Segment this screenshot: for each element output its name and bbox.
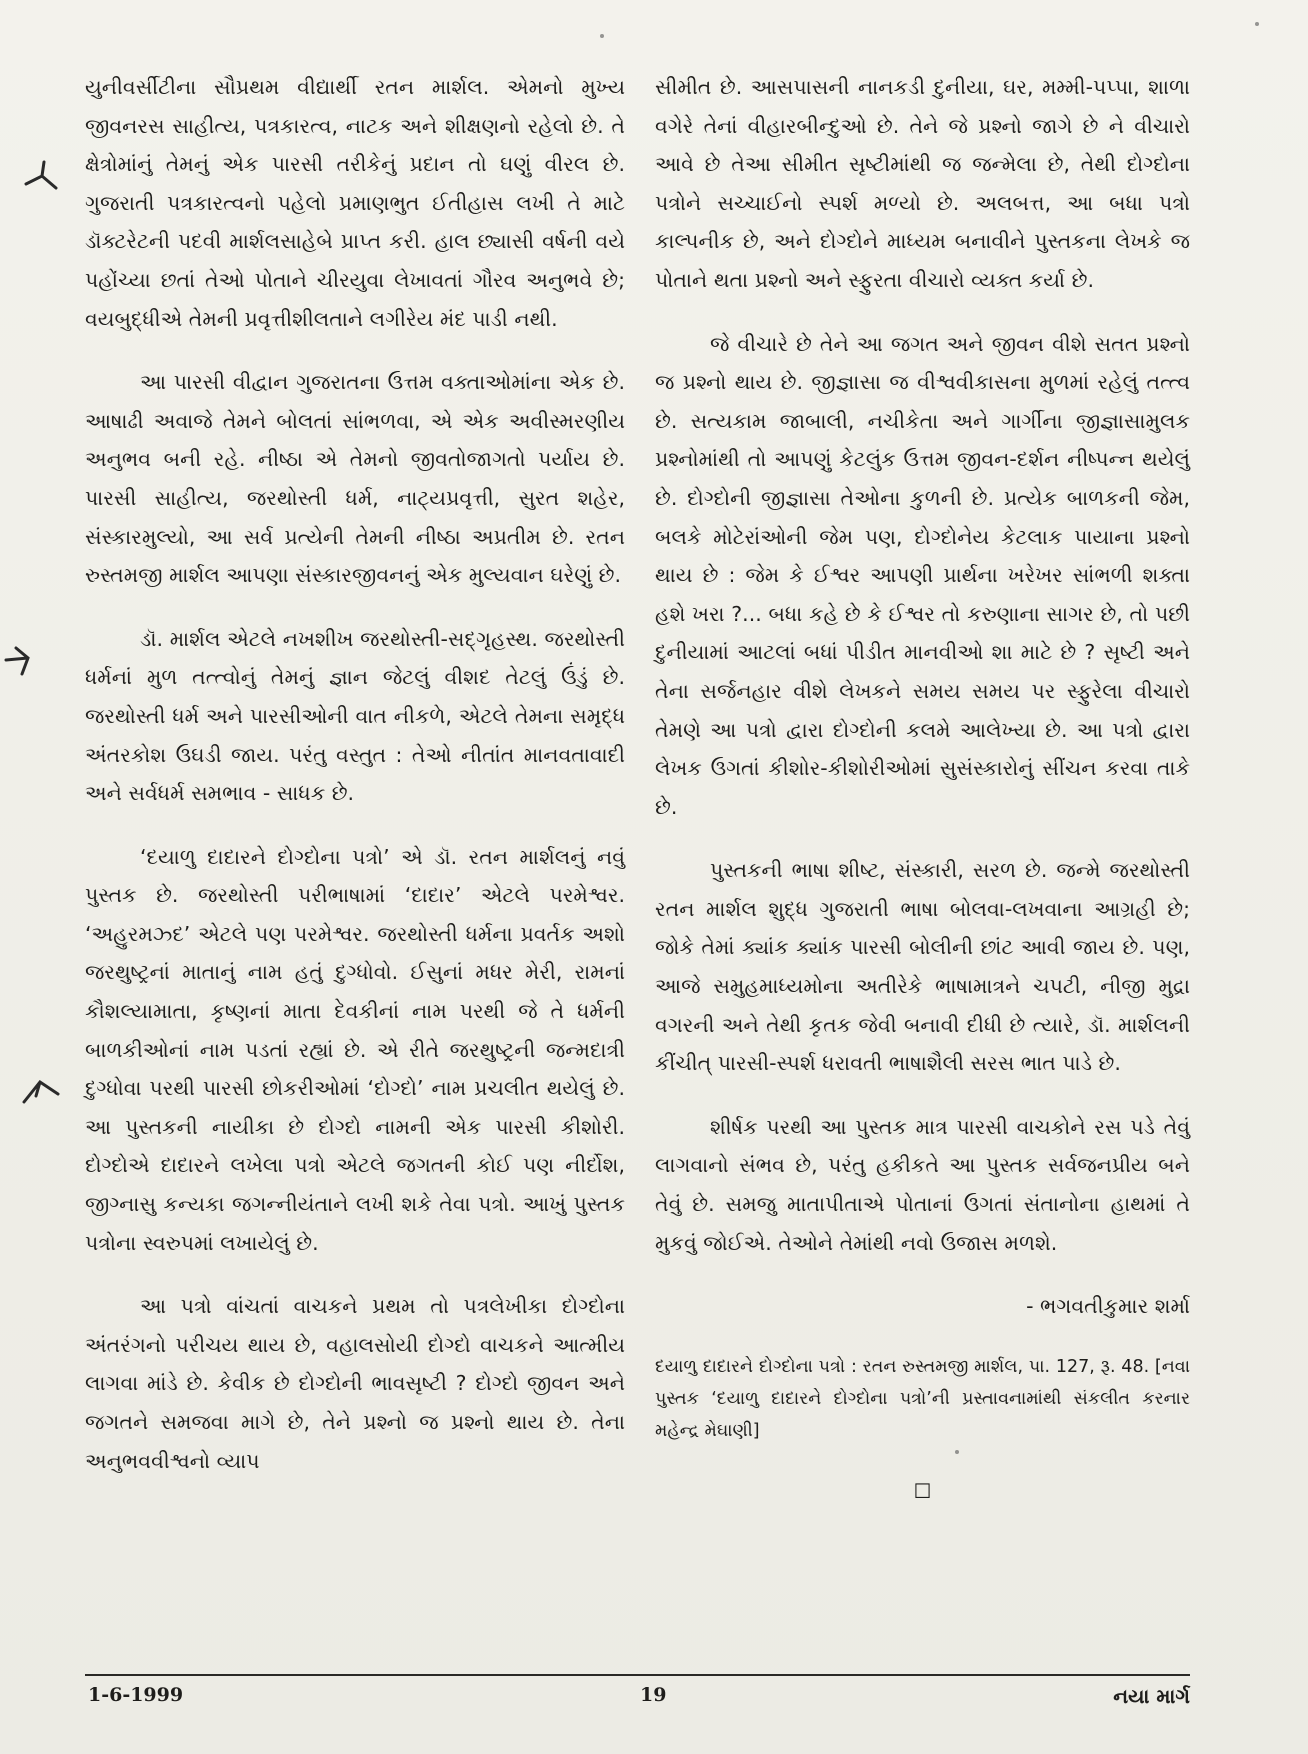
left-paragraph-3: ડૉ. માર્શલ એટલે નખશીખ જરથોસ્તી-સદ્ગૃહસ્થ. જરથોસ્તી ધર્મનાં મુળ તત્ત્વોનું તેમનું જ્ઞાન જેટલું વીશદ તેટલું ઉંડું છે. જરથોસ્તી ધર્મ અને પારસીઓની વાત નીકળે, એટલે તેમના સમૃદ્ધ અંતરકોશ ઉઘડી જાય. પરંતુ વસ્તુત : તેઓ નીતાંત માનવતાવાદી અને સર્વધર્મ સમભાવ - સાધક છે. [85,626,625,806]
left-paragraph-1: યુનીવર્સીટીના સૌપ્રથમ વીદ્યાર્થી રતન માર્શલ. એમનો મુખ્ય જીવનરસ સાહીત્ય, પત્રકારત્વ, નાટક અને શીક્ષણનો રહેલો છે. તે ક્ષેત્રોમાંનું તેમનું એક પારસી તરીકેનું પ્રદાન તો ઘણું વીરલ છે. ગુજરાતી પત્રકારત્વનો પહેલો પ્રમાણભુત ઈતીહાસ લખી તે માટે ડૉક્ટરેટની પદવી માર્શલસાહેબે પ્રાપ્ત કરી. હાલ છ્યાસી વર્ષની વયે પહોંચ્યા છતાં તેઓ પોતાને ચીરયુવા લેખાવતાં ગૌરવ અનુભવે છે; વયબુદ્ધીએ તેમની પ્રવૃત્તીશીલતાને લગીરેય મંદ પાડી નથી. [85,75,625,331]
magazine-name: નયા માર્ગ [1113,1684,1190,1708]
margin-mark-icon [22,158,62,198]
right-paragraph-1: સીમીત છે. આસપાસની નાનકડી દુનીયા, ઘર, મમ્મી-પપ્પા, શાળા વગેરે તેનાં વીહારબીન્દુઓ છે. તેને જે પ્રશ્નો જાગે છે ને વીચારો આવે છે તેઆ સીમીત સૃષ્ટીમાંથી જ જન્મેલા છે, તેથી દોગ્દોના પત્રોને સચ્ચાઈનો સ્પર્શ મળ્યો છે. અલબત્ત, આ બધા પત્રો કાલ્પનીક છે, અને દોગ્દોને માધ્યમ બનાવીને પુસ્તકના લેખકે જ પોતાને થતા પ્રશ્નો અને સ્ફુરતા વીચારો વ્યક્ત કર્યા છે. [655,75,1190,292]
speck [600,34,604,38]
author-signature: - ભગવતીકુમાર શર્મા [1026,1294,1190,1319]
right-paragraph-3: પુસ્તકની ભાષા શીષ્ટ, સંસ્કારી, સરળ છે. જન્મે જરથોસ્તી રતન માર્શલ શુદ્ધ ગુજરાતી ભાષા બોલવા-લખવાના આગ્રહી છે; જોકે તેમાં ક્યાંક ક્યાંક પારસી બોલીની છાંટ આવી જાય છે. પણ, આજે સમુહમાધ્યમોના અતીરેકે ભાષામાત્રને ચપટી, નીજી મુદ્રા વગરની અને તેથી કૃતક જેવી બનાવી દીધી છે ત્યારે, ડૉ. માર્શલની કીંચીત્ પારસી-સ્પર્શ ધરાવતી ભાષાશૈલી સરસ ભાત પાડે છે. [655,858,1190,1076]
left-paragraph-4: ‘દયાળુ દાદારને દોગ્દોના પત્રો’ એ ડૉ. રતન માર્શલનું નવું પુસ્તક છે. જરથોસ્તી પરીભાષામાં ‘દાદાર’ એટલે પરમેશ્વર. ‘અહુરમઝ્દ’ એટલે પણ પરમેશ્વર. જરથોસ્તી ધર્મના પ્રવર્તક અશો જરથુષ્ટ્રનાં માતાનું નામ હતું દુગ્ધોવો. ઈસુનાં મધર મેરી, રામનાં કૌશલ્યામાતા, કૃષ્ણનાં માતા દેવકીનાં નામ પરથી જે તે ધર્મની બાળકીઓનાં નામ પડતાં રહ્યાં છે. એ રીતે જરથુષ્ટ્રની જન્મદાત્રી દુગ્ધોવા પરથી પારસી છોકરીઓમાં ‘દોગ્દો’ નામ પ્રચલીત થયેલું છે. આ પુસ્તકની નાયીકા છે દોગ્દો નામની એક પારસી કીશોરી. દોગ્દોએ દાદારને લખેલા પત્રો એટલે જગતની કોઈ પણ નીર્દોશ, જીગ્નાસુ કન્યકા જગન્નીયંતાને લખી શકે તેવા પત્રો. આખું પુસ્તક પત્રોના સ્વરુપમાં લખાયેલું છે. [85,844,625,1255]
speck [955,1450,959,1454]
right-paragraph-2: જે વીચારે છે તેને આ જગત અને જીવન વીશે સતત પ્રશ્નો જ પ્રશ્નો થાય છે. જીજ્ઞાસા જ વીશ્વવીકાસના મુળમાં રહેલું તત્ત્વ છે. સત્યકામ જાબાલી, નચીકેતા અને ગાર્ગીના જીજ્ઞાસામુલક પ્રશ્નોમાંથી તો આપણું કેટલુંક ઉત્તમ જીવન-દર્શન નીષ્પન્ન થયેલું છે. દોગ્દોની જીજ્ઞાસા તેઓના કુળની છે. પ્રત્યેક બાળકની જેમ, બલકે મોટેરાંઓની જેમ પણ, દોગ્દોનેય કેટલાક પાયાના પ્રશ્નો થાય છે : જેમ કે ઈશ્વર આપણી પ્રાર્થના ખરેખર સાંભળી શક્તા હશે ખરા ?... બધા કહે છે કે ઈશ્વર તો કરુણાના સાગર છે, તો પછી દુનીયામાં આટલાં બધાં પીડીત માનવીઓ શા માટે છે ? સૃષ્ટી અને તેના સર્જનહાર વીશે લેખકને સમય સમય પર સ્ફુરેલા વીચારો તેમણે આ પત્રો દ્વારા દોગ્દોની કલમે આલેખ્યા છે. આ પત્રો દ્વારા લેખક ઉગતાં કીશોર-કીશોરીઓમાં સુસંસ્કારોનું સીંચન કરવા તાકે છે. [655,331,1190,819]
margin-mark-icon [22,1072,62,1112]
left-paragraph-5: આ પત્રો વાંચતાં વાચકને પ્રથમ તો પત્રલેખીકા દોગ્દોના અંતરંગનો પરીચય થાય છે, વહાલસોયી દોગ્દો વાચકને આત્મીય લાગવા માંડે છે. કેવીક છે દોગ્દોની ભાવસૃષ્ટી ? દોગ્દો જીવન અને જગતને સમજવા માગે છે, તેને પ્રશ્નો જ પ્રશ્નો થાય છે. તેના અનુભવવીશ્વનો વ્યાપ [85,1294,625,1473]
page-number: 19 [640,1684,667,1706]
book-note: દયાળુ દાદારને દોગ્દોના પત્રો : રતન રુસ્તમજી માર્શલ, પા. 127, રૂ. 48. [નવા પુસ્તક ‘દયાળુ દાદારને દોગ્દોના પત્રો’ની પ્રસ્તાવનામાંથી સંકલીત કરનાર મહેન્દ્ર મેઘાણી] [655,1356,1190,1441]
end-mark-icon: ☐ [913,1478,932,1503]
right-paragraph-4: શીર્ષક પરથી આ પુસ્તક માત્ર પારસી વાચકોને રસ પડે તેવું લાગવાનો સંભવ છે, પરંતુ હકીકતે આ પુસ્તક સર્વજનપ્રીય બને તેવું છે. સમજુ માતાપીતાએ પોતાનાં ઉગતાં સંતાનોના હાથમાં તે મુકવું જોઈએ. તેઓને તેમાંથી નવો ઉજાસ મળશે. [655,1114,1190,1255]
left-paragraph-2: આ પારસી વીદ્વાન ગુજરાતના ઉત્તમ વક્તાઓમાંના એક છે. આષાઢી અવાજે તેમને બોલતાં સાંભળવા, એ એક અવીસ્મરણીય અનુભવ બની રહે. નીષ્ઠા એ તેમનો જીવતોજાગતો પર્યાય છે. પારસી સાહીત્ય, જરથોસ્તી ધર્મ, નાટ્યપ્રવૃત્તી, સુરત શહેર, સંસ્કારમુલ્યો, આ સર્વ પ્રત્યેની તેમની નીષ્ઠા અપ્રતીમ છે. રતન રુસ્તમજી માર્શલ આપણા સંસ્કારજીવનનું એક મુલ્યવાન ઘરેણું છે. [85,370,625,588]
right-column [655,68,1190,1510]
footer-rule [85,1674,1190,1676]
left-column [85,68,625,1505]
footer-date: 1-6-1999 [88,1684,184,1706]
speck [1255,22,1259,26]
margin-mark-icon [2,640,42,680]
